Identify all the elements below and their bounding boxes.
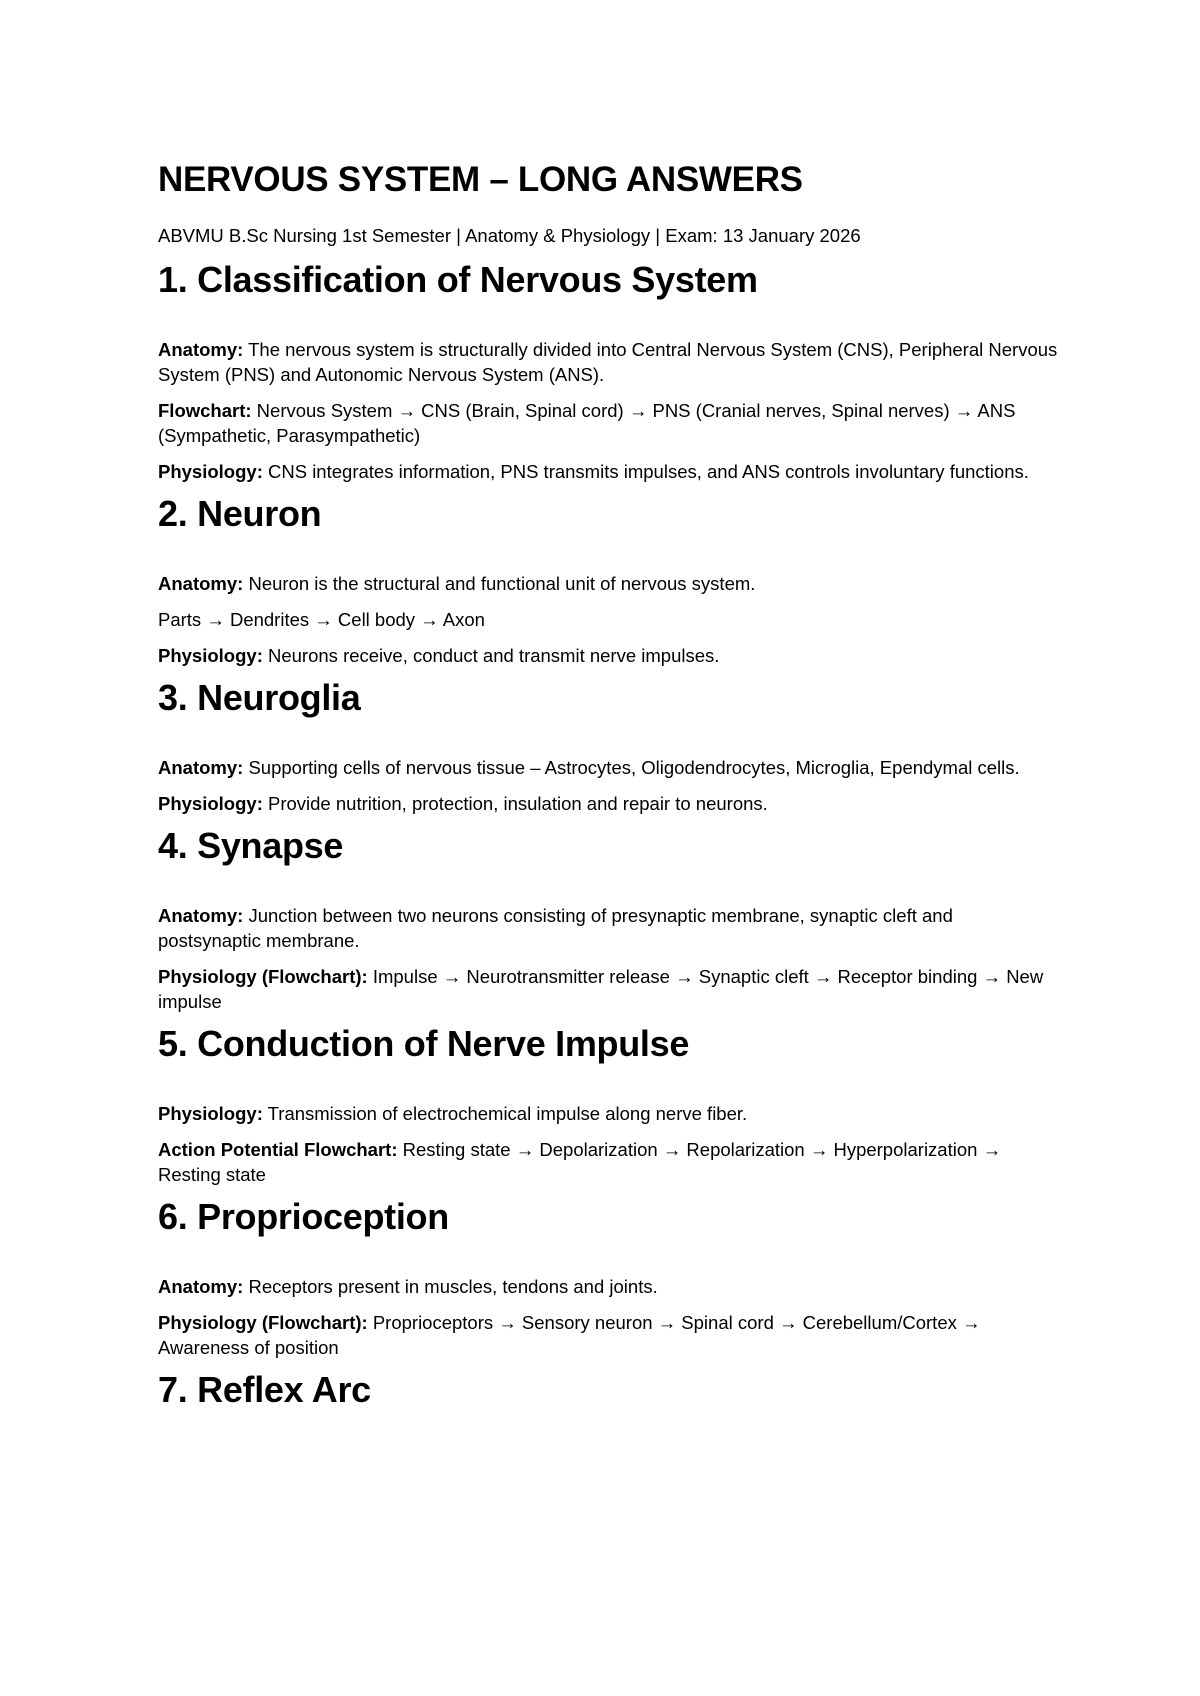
paragraph-label: Action Potential Flowchart: [158, 1139, 398, 1160]
section-synapse [158, 824, 1058, 1014]
paragraph-label: Physiology: [158, 645, 263, 666]
document-page [158, 158, 1058, 1412]
paragraph-label: Physiology (Flowchart): [158, 1312, 368, 1333]
section-heading: 7. Reflex Arc [158, 1369, 371, 1410]
paragraph-label: Physiology (Flowchart): [158, 966, 368, 987]
document-title: NERVOUS SYSTEM – LONG ANSWERS [158, 160, 803, 199]
section-heading: 3. Neuroglia [158, 677, 361, 718]
section-heading: 5. Conduction of Nerve Impulse [158, 1023, 690, 1064]
paragraph-physiology [158, 791, 1058, 816]
section-reflex-arc [158, 1368, 1058, 1412]
paragraph-label: Physiology: [158, 793, 263, 814]
paragraph-text: The nervous system is structurally divided into Central Nervous System (CNS), Peripheral Nervous System (PNS) and Autonomic Nervous System (ANS). [158, 339, 1058, 385]
paragraph-text: Receptors present in muscles, tendons and joints. [243, 1276, 658, 1297]
paragraph-text: Junction between two neurons consisting of presynaptic membrane, synaptic cleft and postsynaptic membrane. [158, 905, 953, 951]
paragraph-physiology [158, 1101, 1058, 1126]
section-neuron [158, 492, 1058, 668]
paragraph-label: Flowchart: [158, 400, 252, 421]
paragraph-text: Resting state → Depolarization → Repolarization → Hyperpolarization → Resting state [158, 1139, 1002, 1185]
section-heading: 4. Synapse [158, 825, 344, 866]
paragraph-text: Parts → Dendrites → Cell body → Axon [158, 609, 485, 630]
paragraph-text: Neurons receive, conduct and transmit nerve impulses. [262, 645, 720, 666]
paragraph-text: Provide nutrition, protection, insulation and repair to neurons. [262, 793, 768, 814]
paragraph-text: Supporting cells of nervous tissue – Astrocytes, Oligodendrocytes, Microglia, Ependymal cells. [243, 757, 1020, 778]
paragraph-physiology-flowchart [158, 964, 1058, 1014]
paragraph-anatomy [158, 571, 1058, 596]
paragraph-text: Neuron is the structural and functional unit of nervous system. [243, 573, 756, 594]
paragraph-text: Proprioceptors → Sensory neuron → Spinal cord → Cerebellum/Cortex → Awareness of position [158, 1312, 981, 1358]
section-classification [158, 258, 1058, 484]
paragraph-label: Anatomy: [158, 905, 244, 926]
section-heading: 2. Neuron [158, 493, 322, 534]
paragraph-label: Anatomy: [158, 1276, 244, 1297]
paragraph-label: Physiology: [158, 1103, 263, 1124]
paragraph-parts [158, 607, 1058, 632]
paragraph-text: Nervous System → CNS (Brain, Spinal cord) → PNS (Cranial nerves, Spinal nerves) → ANS (Sympathetic, Parasympathetic) [158, 400, 1016, 446]
paragraph-text: Transmission of electrochemical impulse along nerve fiber. [262, 1103, 748, 1124]
paragraph-anatomy [158, 1274, 1058, 1299]
paragraph-text: Impulse → Neurotransmitter release → Synaptic cleft → Receptor binding → New impulse [158, 966, 1044, 1012]
paragraph-physiology [158, 459, 1058, 484]
paragraph-label: Anatomy: [158, 757, 244, 778]
paragraph-physiology [158, 643, 1058, 668]
section-heading: 6. Proprioception [158, 1196, 449, 1237]
section-neuroglia [158, 676, 1058, 816]
paragraph-label: Anatomy: [158, 339, 244, 360]
paragraph-anatomy [158, 903, 1058, 953]
document-subtitle: ABVMU B.Sc Nursing 1st Semester | Anatomy & Physiology | Exam: 13 January 2026 [158, 225, 861, 246]
paragraph-text: CNS integrates information, PNS transmits impulses, and ANS controls involuntary functions. [262, 461, 1029, 482]
paragraph-anatomy [158, 755, 1058, 780]
paragraph-label: Physiology: [158, 461, 263, 482]
section-conduction [158, 1022, 1058, 1187]
paragraph-anatomy [158, 337, 1058, 387]
section-proprioception [158, 1195, 1058, 1360]
paragraph-action-potential-flowchart [158, 1137, 1058, 1187]
section-heading: 1. Classification of Nervous System [158, 259, 758, 300]
paragraph-label: Anatomy: [158, 573, 244, 594]
paragraph-physiology-flowchart [158, 1310, 1058, 1360]
paragraph-flowchart [158, 398, 1058, 448]
